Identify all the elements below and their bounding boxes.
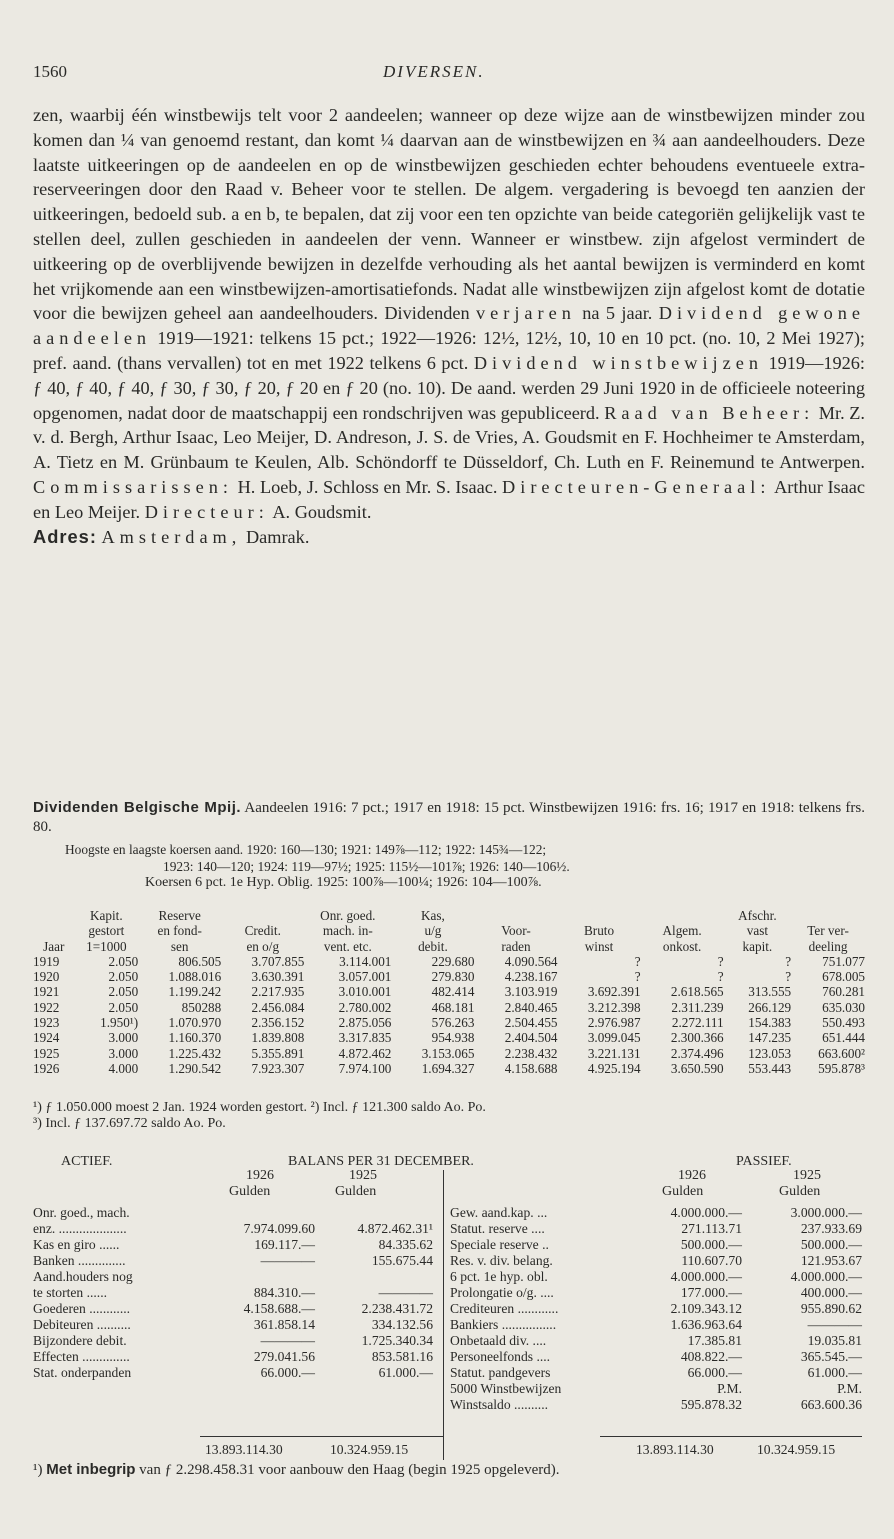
- table-cell: 1919: [33, 953, 60, 969]
- header-top-cell-3: [221, 908, 304, 923]
- header-top-cell-8: [641, 908, 724, 923]
- balance-cell: 334.132.56: [371, 1317, 433, 1332]
- balance-row: [450, 1349, 862, 1365]
- table-cell: 3.000: [108, 1045, 139, 1061]
- table-cell: ?: [785, 953, 792, 969]
- table-cell: 595.878³: [818, 1060, 865, 1076]
- balance-row: [33, 1253, 433, 1269]
- balance-cell: 500.000.—: [800, 1237, 862, 1252]
- table-cell: 1924: [33, 1030, 60, 1046]
- balance-row: [33, 1333, 433, 1349]
- table-cell: 4.872.462: [338, 1045, 392, 1061]
- table-cell: ?: [634, 969, 641, 985]
- table-cell: 2.504.455: [504, 1015, 558, 1031]
- balance-cell: 663.600.36: [800, 1397, 862, 1412]
- table-cell: 1920: [33, 969, 60, 985]
- balance-row: [33, 1285, 433, 1301]
- balance-row: [450, 1205, 862, 1221]
- balance-cell: 5000 Winstbewijzen: [450, 1381, 562, 1396]
- table-row: [33, 1000, 865, 1015]
- table-cell: 760.281: [822, 984, 865, 1000]
- header-mid-cell-5: u/g: [424, 923, 442, 939]
- balance-cell: 4.158.688.—: [243, 1301, 315, 1316]
- balance-cell: Effecten ..............: [33, 1349, 130, 1364]
- balance-row: [450, 1301, 862, 1317]
- table-cell: 3.212.398: [587, 999, 641, 1015]
- balance-cell: 361.858.14: [253, 1317, 315, 1332]
- balance-row: [450, 1317, 862, 1333]
- table-cell: 2.217.935: [251, 984, 305, 1000]
- balance-cell: 7.974.099.60: [243, 1221, 315, 1236]
- balance-cell: 884.310.—: [253, 1285, 315, 1300]
- table-cell: 550.493: [822, 1015, 865, 1031]
- koersen-block: [33, 842, 865, 892]
- body-text-7: Arthur Isaac en Leo Meijer.: [33, 476, 865, 522]
- table-cell: 1.950¹): [100, 1015, 139, 1031]
- spaced-directeuren-generaal: Directeuren-Generaal:: [502, 476, 771, 497]
- balance-cell: Aand.houders nog: [33, 1269, 133, 1284]
- header-mid-cell-9: vast: [746, 923, 769, 939]
- balance-cell: Speciale reserve ..: [450, 1237, 549, 1252]
- balance-cell: 1.725.340.34: [361, 1333, 433, 1348]
- table-cell: 2.618.565: [670, 984, 724, 1000]
- balance-cell: Bankiers ................: [450, 1317, 557, 1332]
- header-mid-cell-1: gestort: [88, 923, 125, 939]
- page-number: 1560: [33, 62, 67, 81]
- header-bot-cell-5: debit.: [418, 938, 448, 954]
- balance-row: [33, 1317, 433, 1333]
- footnote-2: ³) Incl. ƒ 137.697.72 saldo Ao. Po.: [33, 1116, 226, 1131]
- spaced-dividend-gewone: Dividend gewone aandeelen: [33, 303, 866, 349]
- balance-cell: 595.878.32: [680, 1397, 742, 1412]
- table-cell: 154.383: [748, 1015, 792, 1031]
- table-cell: 313.555: [748, 984, 792, 1000]
- table-cell: 553.443: [748, 1060, 792, 1076]
- balance-cell: Banken ..............: [33, 1253, 126, 1268]
- right-unit-1925: Gulden: [779, 1184, 821, 1199]
- balance-cell: 271.113.71: [681, 1221, 742, 1236]
- table-cell: 3.221.131: [587, 1045, 641, 1061]
- table-cell: 229.680: [431, 953, 475, 969]
- header-top-cell-2: Reserve: [158, 908, 201, 923]
- body-text-2: na 5 jaar.: [582, 303, 653, 324]
- balance-cell: Res. v. div. belang.: [450, 1253, 553, 1268]
- balance-row: [450, 1333, 862, 1349]
- table-cell: 651.444: [822, 1030, 865, 1046]
- table-cell: 3.057.001: [338, 969, 392, 985]
- address-city: Amsterdam,: [101, 526, 242, 547]
- balance-row: [33, 1349, 433, 1365]
- balance-row: [450, 1237, 862, 1253]
- header-top-cell-10: [791, 908, 865, 923]
- stats-footnotes: [33, 1100, 486, 1132]
- table-cell: 4.000: [108, 1060, 139, 1076]
- table-cell: 3.000: [108, 1030, 139, 1046]
- balance-cell: [203, 1205, 315, 1221]
- header-top-cell-7: [558, 908, 641, 923]
- header-top-cell-0: [33, 908, 75, 923]
- header-mid-cell-6: Voor-: [501, 923, 531, 939]
- table-row: [33, 1015, 865, 1030]
- table-cell: 3.099.045: [587, 1030, 641, 1046]
- total-rule-right: [600, 1436, 862, 1437]
- table-row: [33, 954, 865, 969]
- table-cell: 4.090.564: [504, 953, 558, 969]
- table-cell: 3.010.001: [338, 984, 392, 1000]
- balance-cell: 66.000.—: [687, 1365, 742, 1380]
- table-cell: 2.456.084: [251, 999, 305, 1015]
- balance-cell: 408.822.—: [680, 1349, 742, 1364]
- balance-cell: 61.000.—: [378, 1365, 433, 1380]
- table-cell: 3.630.391: [251, 969, 305, 985]
- koersen-line-3: Koersen 6 pct. 1e Hyp. Oblig. 1925: 100⅞—100¼; 1926: 104—100⅞.: [145, 875, 542, 891]
- balance-row: [450, 1381, 862, 1397]
- balance-cell: ————: [260, 1253, 315, 1268]
- table-cell: ?: [717, 953, 724, 969]
- body-text-1: zen, waarbij één winstbewijs telt voor 2 aandeelen; wanneer op deze wijze aan de winstbewijzen minder zou komen dan ¼ van genoemd restant, dan komt ¼ daarvan aan de winstbewijzen en ¾ aan aandeelhouders. Deze laatste uitkeeringen op de aandeelen en op de winstbewijzen geschieden echter behoudens eventueele extra-reserveeringen door den Raad v. Beheer voor te stellen. De algem. vergadering is bevoegd ten aanzien der uitkeeringen, bedoeld sub. a en b, te bepalen, dat zij voor een ten opzichte van beide categoriën gelijkelijk vast te stellen deel, zullen geschieden in aandeelen der venn. Wanneer er winstbew. zijn afgelost vermindert de uitkeering op de overblijvende bewijzen in dezelfde verhouding als het aantal bewijzen is verminderd en komt het vrijkomende aan een winstbewijzen-amortisatiefonds. Nadat alle winstbewijzen zijn afgelost komt de dotatie voor die bewijzen geheel aan aandeelhouders. Dividenden: [33, 105, 865, 324]
- balance-cell: Goederen ............: [33, 1301, 131, 1316]
- table-cell: 2.238.432: [504, 1045, 558, 1061]
- header-bot-cell-3: en o/g: [246, 938, 280, 954]
- table-cell: 2.050: [108, 999, 139, 1015]
- balance-footnote: [33, 1461, 865, 1479]
- address-label: Adres:: [33, 525, 97, 547]
- table-cell: 806.505: [178, 953, 222, 969]
- body-text-4: 1919—1926: ƒ 40, ƒ 40, ƒ 40, ƒ 30, ƒ 30, ƒ 20, ƒ 20 en ƒ 20 (no. 10). De aand. werden 29 Juni 1920 in de officieele noteering opgenomen, nadat door de maatschappij een rondschrijven was gepubliceerd.: [33, 352, 865, 423]
- footnote-text: van ƒ 2.298.458.31 voor aanbouw den Haag (begin 1925 opgeleverd).: [139, 1462, 560, 1478]
- balance-cell: Onbetaald div. ....: [450, 1333, 547, 1348]
- table-cell: 123.053: [748, 1045, 792, 1061]
- koersen-line-1: Hoogste en laagste koersen aand. 1920: 160—130; 1921: 149⅞—112; 1922: 145¾—122;: [65, 842, 547, 857]
- table-cell: 266.129: [748, 999, 792, 1015]
- balance-divider: [443, 1170, 444, 1460]
- table-cell: ?: [785, 969, 792, 985]
- balance-cell: 2.109.343.12: [670, 1301, 742, 1316]
- header-bot-cell-9: kapit.: [742, 938, 773, 954]
- header-top-cell-5: Kas,: [421, 908, 445, 923]
- balance-row: [33, 1237, 433, 1253]
- spaced-directeur: Directeur:: [144, 501, 269, 522]
- address-value: Damrak.: [245, 526, 310, 547]
- table-row: [33, 1061, 865, 1076]
- table-cell: 1.290.542: [168, 1060, 222, 1076]
- table-cell: 5.355.891: [251, 1045, 305, 1061]
- table-cell: 2.404.504: [504, 1030, 558, 1046]
- balance-cell: 177.000.—: [680, 1285, 742, 1300]
- balance-row: [33, 1205, 433, 1221]
- header-top-cell-6: [474, 908, 557, 923]
- table-cell: 2.875.056: [338, 1015, 392, 1031]
- table-row: [33, 984, 865, 999]
- balance-cell: 955.890.62: [800, 1301, 862, 1316]
- header-mid-cell-7: Bruto: [584, 923, 615, 939]
- table-cell: 2.050: [108, 953, 139, 969]
- header-mid-cell-3: Credit.: [244, 923, 281, 939]
- table-cell: 147.235: [748, 1030, 792, 1046]
- right-year-1925: 1925: [793, 1168, 821, 1183]
- spaced-commissarissen: Commissarissen:: [33, 476, 233, 497]
- left-year-1926: 1926: [246, 1168, 274, 1183]
- table-cell: 850288: [181, 999, 222, 1015]
- balance-cell: Crediteuren ............: [450, 1301, 559, 1316]
- header-bot-cell-4: vent. etc.: [323, 938, 372, 954]
- balance-cell: 19.035.81: [807, 1333, 862, 1348]
- balance-cell: Kas en giro ......: [33, 1237, 120, 1252]
- table-cell: 954.938: [431, 1030, 475, 1046]
- table-cell: 2.272.111: [671, 1015, 724, 1031]
- balance-cell: Gew. aand.kap. ...: [450, 1205, 548, 1220]
- total-left-1925: 10.324.959.15: [330, 1442, 409, 1457]
- header-bot-cell-6: raden: [501, 938, 531, 954]
- spaced-dividend-winst: Dividend winstbewijzen: [473, 352, 763, 373]
- header-bot-cell-0: Jaar: [43, 938, 65, 954]
- header-top-cell-1: Kapit.: [90, 908, 123, 923]
- table-cell: 4.238.167: [504, 969, 558, 985]
- table-cell: 482.414: [431, 984, 475, 1000]
- table-cell: 678.005: [822, 969, 865, 985]
- balance-cell: 110.607.70: [681, 1253, 742, 1268]
- spaced-verjaren: verjaren: [476, 303, 576, 324]
- total-left-1926: 13.893.114.30: [205, 1442, 283, 1457]
- table-row: [33, 1030, 865, 1045]
- table-cell: 576.263: [431, 1015, 475, 1031]
- body-text-3: 1919—1921: telkens 15 pct.; 1922—1926: 12½, 12½, 10, 10 en 10 pct. (no. 10, 2 Mei 1927); pref. aand. (thans vervallen) tot en met 1922 telkens 6 pct.: [33, 328, 865, 373]
- table-cell: 4.158.688: [504, 1060, 558, 1076]
- table-cell: 1.225.432: [168, 1045, 222, 1061]
- balance-cell: ————: [260, 1333, 315, 1348]
- balance-row: [450, 1397, 862, 1413]
- table-cell: 1.839.808: [251, 1030, 305, 1046]
- table-cell: 1.160.370: [168, 1030, 222, 1046]
- table-cell: 2.356.152: [251, 1015, 305, 1031]
- balance-cell: Debiteuren ..........: [33, 1317, 131, 1332]
- balance-row: [33, 1365, 433, 1381]
- table-cell: 1.199.242: [168, 984, 222, 1000]
- table-cell: 2.780.002: [338, 999, 392, 1015]
- balance-cell: P.M.: [717, 1381, 742, 1396]
- balance-row: [450, 1365, 862, 1381]
- balance-cell: 61.000.—: [807, 1365, 862, 1380]
- balance-cell: 853.581.16: [371, 1349, 433, 1364]
- table-cell: 279.830: [431, 969, 475, 985]
- table-cell: 1.694.327: [421, 1060, 475, 1076]
- table-cell: 4.925.194: [587, 1060, 641, 1076]
- table-row: [33, 969, 865, 984]
- table-row: [33, 1046, 865, 1061]
- balance-cell: Winstsaldo ..........: [450, 1397, 549, 1412]
- footnote-marker: ¹): [33, 1462, 43, 1478]
- company-description: [33, 103, 865, 549]
- header-mid-cell-0: [33, 923, 75, 938]
- header-top-cell-9: Afschr.: [738, 908, 777, 923]
- balance-cell: [203, 1269, 315, 1285]
- balance-title: BALANS PER 31 DECEMBER.: [288, 1154, 474, 1169]
- table-cell: 3.317.835: [338, 1030, 392, 1046]
- balance-cell: 169.117.—: [254, 1237, 315, 1252]
- balance-cell: 4.000.000.—: [670, 1269, 742, 1284]
- financial-stats-table: [33, 908, 865, 1076]
- table-cell: 1921: [33, 984, 60, 1000]
- table-cell: 468.181: [431, 999, 475, 1015]
- header-bot-cell-7: winst: [584, 938, 614, 954]
- spaced-raad: Raad van Beheer:: [604, 402, 815, 423]
- table-cell: 635.030: [822, 999, 865, 1015]
- balance-row: [33, 1269, 433, 1285]
- balance-cell: Statut. pandgevers: [450, 1365, 551, 1380]
- balance-cell: 1.636.963.64: [670, 1317, 742, 1332]
- header-mid-cell-8: Algem.: [662, 923, 702, 939]
- body-text-8: A. Goudsmit.: [272, 501, 372, 522]
- balance-cell: 4.000.000.—: [790, 1269, 862, 1284]
- table-cell: 3.692.391: [587, 984, 641, 1000]
- table-cell: 7.974.100: [338, 1060, 392, 1076]
- balance-cell: enz. ....................: [33, 1221, 127, 1236]
- balance-header: [33, 1154, 865, 1199]
- body-text-6: H. Loeb, J. Schloss en Mr. S. Isaac.: [237, 476, 498, 497]
- koersen-line-2: 1923: 140—120; 1924: 119—97½; 1925: 115½—101⅞; 1926: 140—106½.: [163, 858, 570, 874]
- body-text-5: Mr. Z. v. d. Bergh, Arthur Isaac, Leo Meijer, D. Andreson, J. S. de Vries, A. Goudsmit en F. Hochheimer te Amsterdam, A. Tietz en M. Grünbaum te Keulen, Alb. Schöndorff te Düsseldorf, Ch. Luth en F. Reinemund te Antwerpen.: [33, 402, 865, 473]
- balance-row: [33, 1301, 433, 1317]
- balance-cell: 84.335.62: [378, 1237, 433, 1252]
- balance-cell: Onr. goed., mach.: [33, 1205, 130, 1220]
- actief-table: [33, 1205, 433, 1381]
- header-top-cell-4: Onr. goed.: [320, 908, 376, 923]
- table-cell: 1.088.016: [168, 969, 222, 985]
- dividend-belgische-section: [33, 798, 865, 837]
- balance-cell: Prolongatie o/g. ....: [450, 1285, 554, 1300]
- table-cell: 2.050: [108, 984, 139, 1000]
- balance-cell: 500.000.—: [680, 1237, 742, 1252]
- table-cell: ?: [634, 953, 641, 969]
- table-cell: ?: [717, 969, 724, 985]
- header-mid-cell-10: Ter ver-: [807, 923, 849, 939]
- table-cell: 3.650.590: [670, 1060, 724, 1076]
- balance-cell: ————: [807, 1317, 862, 1332]
- footnote-1: ¹) ƒ 1.050.000 moest 2 Jan. 1924 worden gestort. ²) Incl. ƒ 121.300 saldo Ao. Po.: [33, 1100, 486, 1115]
- balance-cell: P.M.: [837, 1381, 862, 1396]
- header-bot-cell-10: deeling: [808, 938, 848, 954]
- balance-cell: Statut. reserve ....: [450, 1221, 545, 1236]
- balance-cell: te storten ......: [33, 1285, 107, 1300]
- balance-row: [450, 1253, 862, 1269]
- header-mid-cell-4: mach. in-: [322, 923, 373, 939]
- table-cell: 2.050: [108, 969, 139, 985]
- total-right-1926: 13.893.114.30: [636, 1442, 714, 1457]
- table-cell: 663.600²: [818, 1045, 865, 1061]
- table-cell: 1.070.970: [168, 1015, 222, 1031]
- right-unit-1926: Gulden: [662, 1184, 704, 1199]
- right-year-1926: 1926: [678, 1168, 706, 1183]
- balance-cell: Stat. onderpanden: [33, 1365, 132, 1380]
- balance-cell: 279.041.56: [253, 1349, 315, 1364]
- table-cell: 3.707.855: [251, 953, 305, 969]
- table-cell: 3.114.001: [339, 953, 392, 969]
- table-cell: 2.374.496: [670, 1045, 724, 1061]
- table-cell: 1925: [33, 1045, 60, 1061]
- header-bot-cell-2: sen: [170, 938, 189, 954]
- section-title: Dividenden Belgische Mpij.: [33, 799, 242, 816]
- balance-row: [450, 1221, 862, 1237]
- balance-cell: 155.675.44: [371, 1253, 433, 1268]
- table-cell: 1923: [33, 1015, 60, 1031]
- balance-cell: 66.000.—: [260, 1365, 315, 1380]
- table-cell: 2.311.239: [671, 999, 724, 1015]
- page-title: DIVERSEN.: [383, 62, 485, 81]
- section-line: Aandeelen 1916: 7 pct.; 1917 en 1918: 15 pct. Winstbewijzen 1916: frs. 16; 1917 en 1918: telkens frs. 80.: [33, 800, 865, 835]
- balance-cell: Bijzondere debit.: [33, 1333, 127, 1348]
- table-cell: 2.840.465: [504, 999, 558, 1015]
- actief-label: ACTIEF.: [61, 1154, 113, 1169]
- balance-row: [450, 1269, 862, 1285]
- table-cell: 7.923.307: [251, 1060, 305, 1076]
- header-mid-cell-2: en fond-: [157, 923, 202, 939]
- balance-cell: ————: [378, 1285, 433, 1300]
- balance-cell: 4.000.000.—: [670, 1205, 742, 1220]
- balance-cell: 4.872.462.31¹: [357, 1221, 433, 1236]
- total-rule-left: [200, 1436, 443, 1437]
- balance-row: [450, 1285, 862, 1301]
- balance-cell: [315, 1205, 433, 1221]
- passief-table: [450, 1205, 862, 1413]
- table-cell: 1922: [33, 999, 60, 1015]
- balance-row: [33, 1221, 433, 1237]
- left-unit-1925: Gulden: [335, 1184, 377, 1199]
- balance-cell: 17.385.81: [687, 1333, 742, 1348]
- balance-cell: 3.000.000.—: [790, 1205, 862, 1220]
- table-cell: 3.103.919: [504, 984, 558, 1000]
- table-cell: 751.077: [822, 953, 865, 969]
- balance-cell: 237.933.69: [800, 1221, 862, 1236]
- table-cell: 2.300.366: [670, 1030, 724, 1046]
- total-right-1925: 10.324.959.15: [757, 1442, 836, 1457]
- footnote-bold: Met inbegrip: [46, 1461, 136, 1478]
- balance-cell: 365.545.—: [800, 1349, 862, 1364]
- table-cell: 2.976.987: [587, 1015, 641, 1031]
- table-cell: 3.153.065: [421, 1045, 475, 1061]
- balance-cell: 6 pct. 1e hyp. obl.: [450, 1269, 548, 1284]
- balance-cell: [315, 1269, 433, 1285]
- balance-cell: 2.238.431.72: [361, 1301, 433, 1316]
- passief-label: PASSIEF.: [736, 1154, 792, 1169]
- balance-cell: 121.953.67: [800, 1253, 862, 1268]
- left-year-1925: 1925: [349, 1168, 377, 1183]
- left-unit-1926: Gulden: [229, 1184, 271, 1199]
- balance-cell: 400.000.—: [800, 1285, 862, 1300]
- header-bot-cell-8: onkost.: [662, 938, 702, 954]
- balance-cell: Personeelfonds ....: [450, 1349, 551, 1364]
- table-cell: 1926: [33, 1060, 60, 1076]
- header-bot-cell-1: 1=1000: [86, 938, 127, 954]
